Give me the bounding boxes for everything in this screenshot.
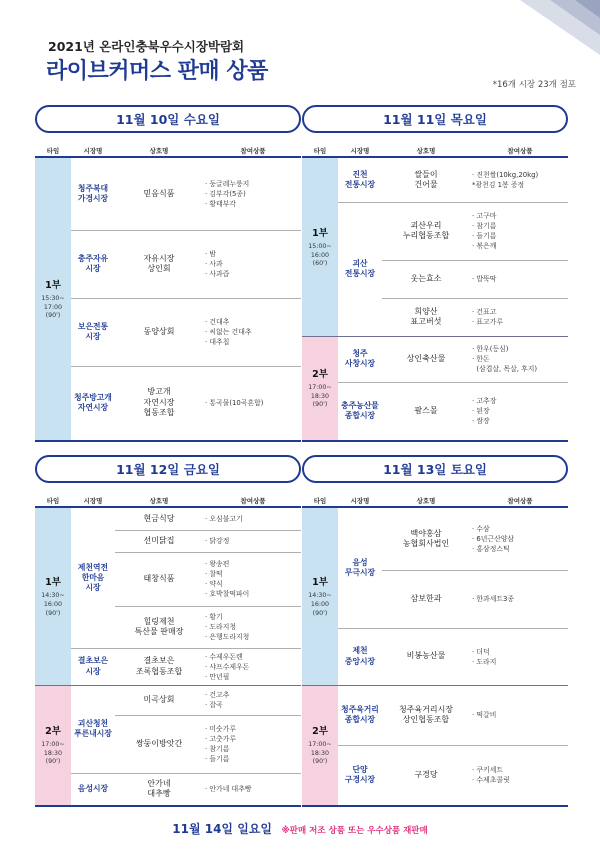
row-divider: [382, 298, 568, 299]
table-bottom-line: [35, 440, 301, 442]
market-name: 청주방고개 자연시장: [74, 392, 112, 412]
part-divider: [35, 685, 301, 686]
market-name: 제천역전 한마음 시장: [77, 562, 109, 593]
part-block: [35, 685, 71, 805]
product-item: · 건고추: [205, 691, 230, 699]
product-item: · 된장: [472, 407, 490, 415]
table-bottom-line: [35, 805, 301, 807]
footer-note: ※판매 저조 상품 또는 우수상품 재판매: [281, 826, 428, 836]
footer-date: 11월 14일 일요일: [172, 822, 272, 836]
row-divider: [338, 628, 568, 629]
store-name: 쌍둥이방앗간: [135, 738, 183, 748]
row-divider: [71, 230, 301, 231]
product-list: [472, 685, 568, 745]
product-item: · 볶은깨: [472, 242, 497, 250]
col-market: 시장명: [83, 147, 103, 155]
col-time: 타임: [313, 497, 327, 505]
row-divider: [338, 382, 568, 383]
row-divider: [338, 745, 568, 746]
event-title: 2021년 온라인충북우수시장박람회: [48, 39, 245, 54]
product-item: · 밥뚝딱: [472, 275, 497, 283]
day-panel-nov10: [35, 105, 301, 443]
market-name: 결초보은 시장: [77, 656, 109, 676]
product-list: [205, 606, 301, 648]
col-store: 상호명: [416, 147, 436, 155]
col-market: 시장명: [83, 497, 103, 505]
col-products: 참여상품: [240, 147, 266, 155]
product-list: [205, 685, 301, 715]
product-item: · 홍삼정스틱: [472, 545, 510, 553]
product-item: · 김부각(5종): [205, 190, 246, 198]
product-item: · 밤: [205, 250, 217, 258]
product-item: · 씨없는 건대추: [205, 328, 252, 336]
day-panel-nov11: [302, 105, 568, 443]
schedule-grid: [35, 508, 301, 805]
day-header: 11월 10일 수요일: [35, 105, 301, 133]
product-list: [472, 628, 568, 685]
product-item: · 수삼: [472, 525, 490, 533]
product-item: · 참기름: [472, 222, 497, 230]
row-divider: [71, 298, 301, 299]
store-name: 청주육거리시장 상인협동조합: [398, 704, 454, 724]
market-name: 충주농산물 종합시장: [341, 400, 379, 420]
part-block: [302, 336, 338, 440]
part-time: 17:00~ 18:30 (90'): [41, 740, 65, 766]
store-name: 안가네 대추빵: [147, 778, 171, 798]
product-item: · 찰떡: [205, 570, 223, 578]
store-name: 믿음식품: [143, 188, 175, 198]
part-block: [302, 158, 338, 336]
product-item: · 한돈: [472, 355, 490, 363]
part-divider: [302, 685, 568, 686]
part-time: 15:30~ 17:00 (90'): [41, 294, 65, 320]
product-item: · 대추칩: [205, 338, 230, 346]
store-name: 방고개 자연시장 협동조합: [143, 387, 175, 418]
product-item: · 표고가루: [472, 318, 504, 326]
product-item: · 닭강정: [205, 537, 230, 545]
product-item: · 호박찰떡파이: [205, 590, 250, 598]
part-time: 15:00~ 16:00 (60'): [308, 242, 332, 268]
product-item: (삼겹살, 목살, 후지): [472, 365, 538, 373]
product-list: [205, 715, 301, 773]
product-item: · 황기: [205, 613, 223, 621]
store-name: 자유시장 상인회: [143, 253, 175, 273]
part-time: 17:00~ 18:30 (90'): [308, 383, 332, 409]
part-block: [35, 158, 71, 440]
product-item: · 잡곡: [205, 701, 223, 709]
column-header-row: [302, 494, 568, 508]
product-item: · 쌈장: [472, 417, 490, 425]
product-list: [205, 530, 301, 552]
day-panel-nov12: [35, 455, 301, 815]
product-list: [472, 508, 568, 570]
product-item: · 황태부각: [205, 200, 237, 208]
product-list: [205, 648, 301, 685]
store-name: 비봉농산물: [406, 651, 446, 661]
product-item: · 수제우돈롄: [205, 652, 243, 661]
part-label: 2부: [312, 725, 328, 737]
part-label: 2부: [45, 725, 61, 737]
market-name: 제천 중앙시장: [344, 646, 376, 666]
store-name: 선미닭집: [143, 535, 175, 545]
market-name: 청주복대 가경시장: [77, 183, 109, 203]
store-name: 희양산 표고버섯: [410, 306, 442, 326]
product-item: · 고추장: [472, 397, 497, 405]
row-divider: [382, 260, 568, 261]
row-divider: [71, 366, 301, 367]
store-name: 쌀들이 건어물: [414, 169, 438, 189]
table-bottom-line: [302, 805, 568, 807]
part-block: [302, 685, 338, 805]
market-name: 청주육거리 종합시장: [341, 704, 379, 724]
product-item: · 사과: [205, 260, 223, 268]
day-panel-nov13: [302, 455, 568, 815]
product-list: [472, 382, 568, 440]
product-item: · 오심불고기: [205, 515, 243, 523]
product-item: · 한우(등심): [472, 345, 509, 353]
part-label: 1부: [45, 577, 61, 589]
product-list: [472, 745, 568, 805]
store-count-note: *16개 시장 23개 점포: [492, 80, 576, 90]
product-item: · 도라지: [472, 657, 497, 666]
part-time: 14:30~ 16:00 (90'): [308, 592, 332, 617]
product-item: · 쿠키세트: [472, 766, 504, 774]
product-item: · 들기름: [205, 755, 230, 763]
row-divider: [115, 530, 301, 531]
product-item: · 더덕: [472, 647, 490, 656]
row-divider: [115, 715, 301, 716]
store-name: 결초보은 조록협동조합: [135, 656, 183, 676]
part-label: 1부: [312, 227, 328, 239]
col-store: 상호명: [416, 497, 436, 505]
store-name: 삼보한과: [410, 593, 442, 603]
column-header-row: [302, 144, 568, 158]
market-name: 음성 무극시장: [344, 557, 376, 577]
row-divider: [115, 606, 301, 607]
column-header-row: [35, 494, 301, 508]
product-list: [472, 202, 568, 260]
product-list: [205, 298, 301, 366]
store-name: 웃는효소: [410, 273, 442, 283]
store-name: 동양상회: [143, 326, 175, 336]
product-item: · 샤프수제우돈: [205, 662, 250, 671]
product-item: · 들기름: [472, 232, 497, 240]
market-name: 청주 사창시장: [344, 348, 376, 368]
product-item: · 만년필: [205, 672, 230, 681]
footer: [0, 820, 600, 837]
part-time: 17:00~ 18:30 (90'): [308, 740, 332, 766]
row-divider: [115, 552, 301, 553]
store-name: 백야홍삼 농협회사법인: [402, 528, 450, 548]
part-divider: [302, 336, 568, 337]
product-item: · 한과세트3종: [472, 595, 515, 603]
store-name: 태창식품: [143, 573, 175, 583]
market-name: 단양 구경시장: [344, 764, 376, 784]
product-item: · 떡갈비: [472, 711, 497, 719]
store-name: 미곡상회: [143, 694, 175, 704]
market-name: 괴산청천 푸른내시장: [74, 718, 112, 738]
schedule-grid: [302, 158, 568, 440]
product-item: · 사과즙: [205, 270, 230, 278]
product-item: · 도라지청: [205, 623, 237, 631]
col-time: 타임: [46, 147, 60, 155]
store-name: 팜스몰: [414, 405, 438, 415]
product-list: [472, 260, 568, 298]
market-name: 충주자유 시장: [77, 253, 109, 273]
product-list: [472, 158, 568, 202]
store-name: 현금식당: [143, 513, 175, 523]
product-list: [472, 570, 568, 628]
part-label: 1부: [45, 279, 61, 291]
product-item: · 미숫가루: [205, 725, 237, 733]
col-store: 상호명: [149, 147, 169, 155]
store-name: 구경당: [414, 769, 438, 779]
product-item: · 안가네 대추빵: [205, 785, 252, 793]
product-item: · 약식: [205, 580, 223, 588]
col-products: 참여상품: [240, 497, 266, 505]
part-time: 14:30~ 16:00 (90'): [41, 592, 65, 617]
part-label: 2부: [312, 368, 328, 380]
product-list: [472, 298, 568, 336]
product-item: · 은행도라지청: [205, 633, 250, 641]
store-name: 괴산우리 누리협동조합: [402, 220, 450, 240]
product-item: · 건표고: [472, 308, 497, 316]
col-products: 참여상품: [507, 497, 533, 505]
col-market: 시장명: [350, 497, 370, 505]
col-time: 타임: [46, 497, 60, 505]
col-store: 상호명: [149, 497, 169, 505]
product-item: *광천김 1봉 증정: [472, 181, 525, 189]
schedule-grid: [35, 158, 301, 440]
product-item: · 통곡물(10곡혼합): [205, 399, 264, 407]
product-list: [205, 158, 301, 230]
schedule-grid: [302, 508, 568, 805]
product-item: · 참기름: [205, 745, 230, 753]
product-list: [205, 230, 301, 298]
row-divider: [71, 648, 301, 649]
row-divider: [382, 570, 568, 571]
product-list: [205, 366, 301, 440]
day-header: 11월 11일 목요일: [302, 105, 568, 133]
col-market: 시장명: [350, 147, 370, 155]
market-name: 진천 전통시장: [344, 169, 376, 189]
product-item: · 6년근산양삼: [472, 535, 515, 543]
row-divider: [338, 202, 568, 203]
store-name: 힐링제천 특산물 판매장: [134, 616, 184, 636]
part-label: 1부: [312, 577, 328, 589]
product-list: [205, 552, 301, 606]
product-item: · 고춧가루: [205, 735, 237, 743]
page-title: 라이브커머스 판매 상품: [46, 59, 268, 84]
market-name: 괴산 전통시장: [344, 258, 376, 278]
part-block: [35, 508, 71, 685]
market-name: 보은전통 시장: [77, 321, 109, 341]
row-divider: [71, 773, 301, 774]
day-header: 11월 13일 토요일: [302, 455, 568, 483]
product-item: · 건대추: [205, 318, 230, 326]
column-header-row: [35, 144, 301, 158]
product-list: [205, 773, 301, 805]
part-block: [302, 508, 338, 685]
product-item: · 고구마: [472, 212, 497, 220]
product-item: · 둥글레누룽지: [205, 180, 250, 188]
product-item: · 왕송편: [205, 560, 230, 568]
product-list: [205, 508, 301, 530]
product-item: · 진천쌀(10kg,20kg): [472, 171, 539, 179]
market-name: 음성시장: [77, 783, 109, 793]
store-name: 상인축산물: [406, 353, 446, 363]
col-time: 타임: [313, 147, 327, 155]
day-header: 11월 12일 금요일: [35, 455, 301, 483]
corner-decoration: [480, 0, 600, 70]
product-item: · 수제초콜릿: [472, 776, 510, 784]
col-products: 참여상품: [507, 147, 533, 155]
table-bottom-line: [302, 440, 568, 442]
product-list: [472, 336, 568, 382]
